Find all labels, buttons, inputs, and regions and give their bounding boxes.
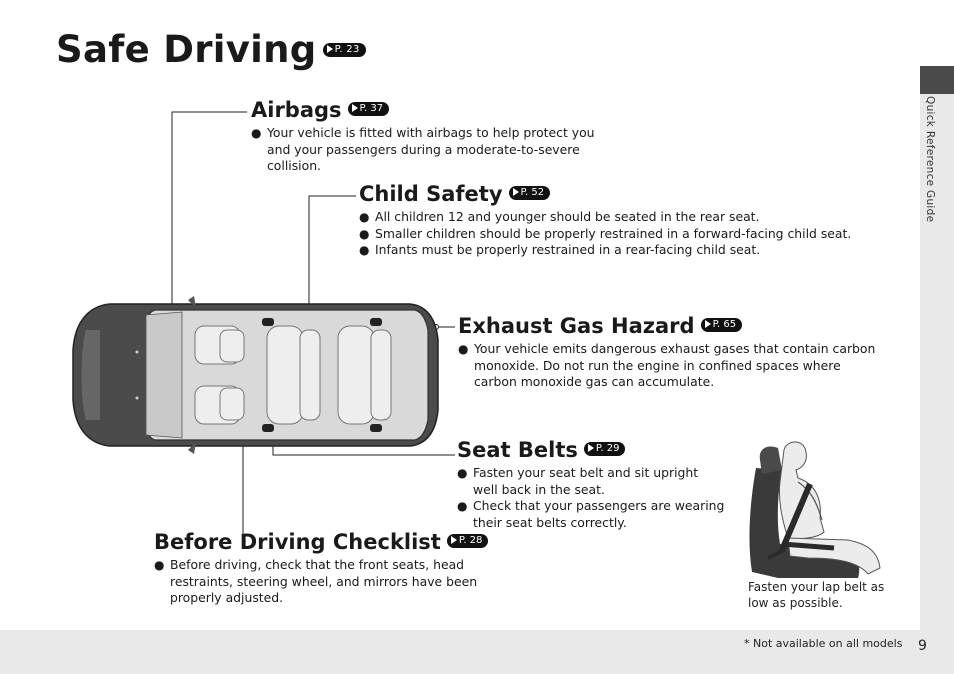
bullet-item: ● Fasten your seat belt and sit upright well back in the seat. <box>457 465 725 498</box>
child-safety-ref-text: P. 52 <box>520 187 545 198</box>
illustration-caption: Fasten your lap belt as low as possible. <box>748 580 885 610</box>
section-child-safety <box>359 182 859 259</box>
section-before-driving-checklist <box>154 530 534 607</box>
arrow-icon <box>705 320 711 328</box>
seatbelt-person-illustration <box>738 440 898 582</box>
arrow-icon <box>451 536 457 544</box>
arrow-icon <box>513 188 519 196</box>
footnote: * Not available on all models <box>744 637 903 650</box>
before-driving-bullets <box>154 557 526 607</box>
before-driving-ref-link[interactable] <box>447 534 489 548</box>
before-driving-ref-text: P. 28 <box>458 535 483 546</box>
bullet-item: ● Check that your passengers are wearing their seat belts correctly. <box>457 498 725 531</box>
bullet-item: ● All children 12 and younger should be seated in the rear seat. <box>359 209 859 226</box>
car-top-view-illustration <box>70 290 450 460</box>
section-seat-belts <box>457 438 732 531</box>
before-driving-heading <box>154 530 534 554</box>
page-title-text: Safe Driving <box>56 28 317 71</box>
seat-belts-bullets <box>457 465 725 531</box>
airbags-ref-link[interactable] <box>348 102 390 116</box>
arrow-icon <box>352 104 358 112</box>
airbags-ref-text: P. 37 <box>359 103 384 114</box>
bullet-item: ● Smaller children should be properly restrained in a forward-facing child seat. <box>359 226 859 243</box>
child-safety-heading-text: Child Safety <box>359 182 503 206</box>
sidebar-label: Quick Reference Guide <box>924 96 936 223</box>
child-safety-heading <box>359 182 859 206</box>
exhaust-ref-text: P. 65 <box>712 319 737 330</box>
airbags-bullets <box>251 125 621 175</box>
page-ref-text: P. 23 <box>334 43 360 55</box>
bullet-item: ● Your vehicle is fitted with airbags to help protect you and your passengers during a moderate-to-severe collision. <box>251 125 621 175</box>
child-safety-ref-link[interactable] <box>509 186 551 200</box>
airbags-heading-text: Airbags <box>251 98 342 122</box>
page-number: 9 <box>918 638 927 654</box>
child-safety-bullets <box>359 209 859 259</box>
seat-belts-ref-text: P. 29 <box>595 443 620 454</box>
bullet-item: ● Your vehicle emits dangerous exhaust gases that contain carbon monoxide. Do not run the engine in confined spaces where carbon monoxide gas can accumulate. <box>458 341 878 391</box>
airbags-heading <box>251 98 651 122</box>
exhaust-heading-text: Exhaust Gas Hazard <box>458 314 695 338</box>
arrow-icon <box>588 444 594 452</box>
seat-belts-ref-link[interactable] <box>584 442 626 456</box>
before-driving-heading-text: Before Driving Checklist <box>154 530 441 554</box>
exhaust-ref-link[interactable] <box>701 318 743 332</box>
seat-belts-heading-text: Seat Belts <box>457 438 578 462</box>
exhaust-heading <box>458 314 888 338</box>
bullet-item: ● Infants must be properly restrained in a rear-facing child seat. <box>359 242 859 259</box>
seat-belts-heading <box>457 438 732 462</box>
bullet-item: ● Before driving, check that the front seats, head restraints, steering wheel, and mirrors have been properly adjusted. <box>154 557 526 607</box>
exhaust-bullets <box>458 341 878 391</box>
section-exhaust-gas-hazard <box>458 314 888 391</box>
section-airbags <box>251 98 651 175</box>
